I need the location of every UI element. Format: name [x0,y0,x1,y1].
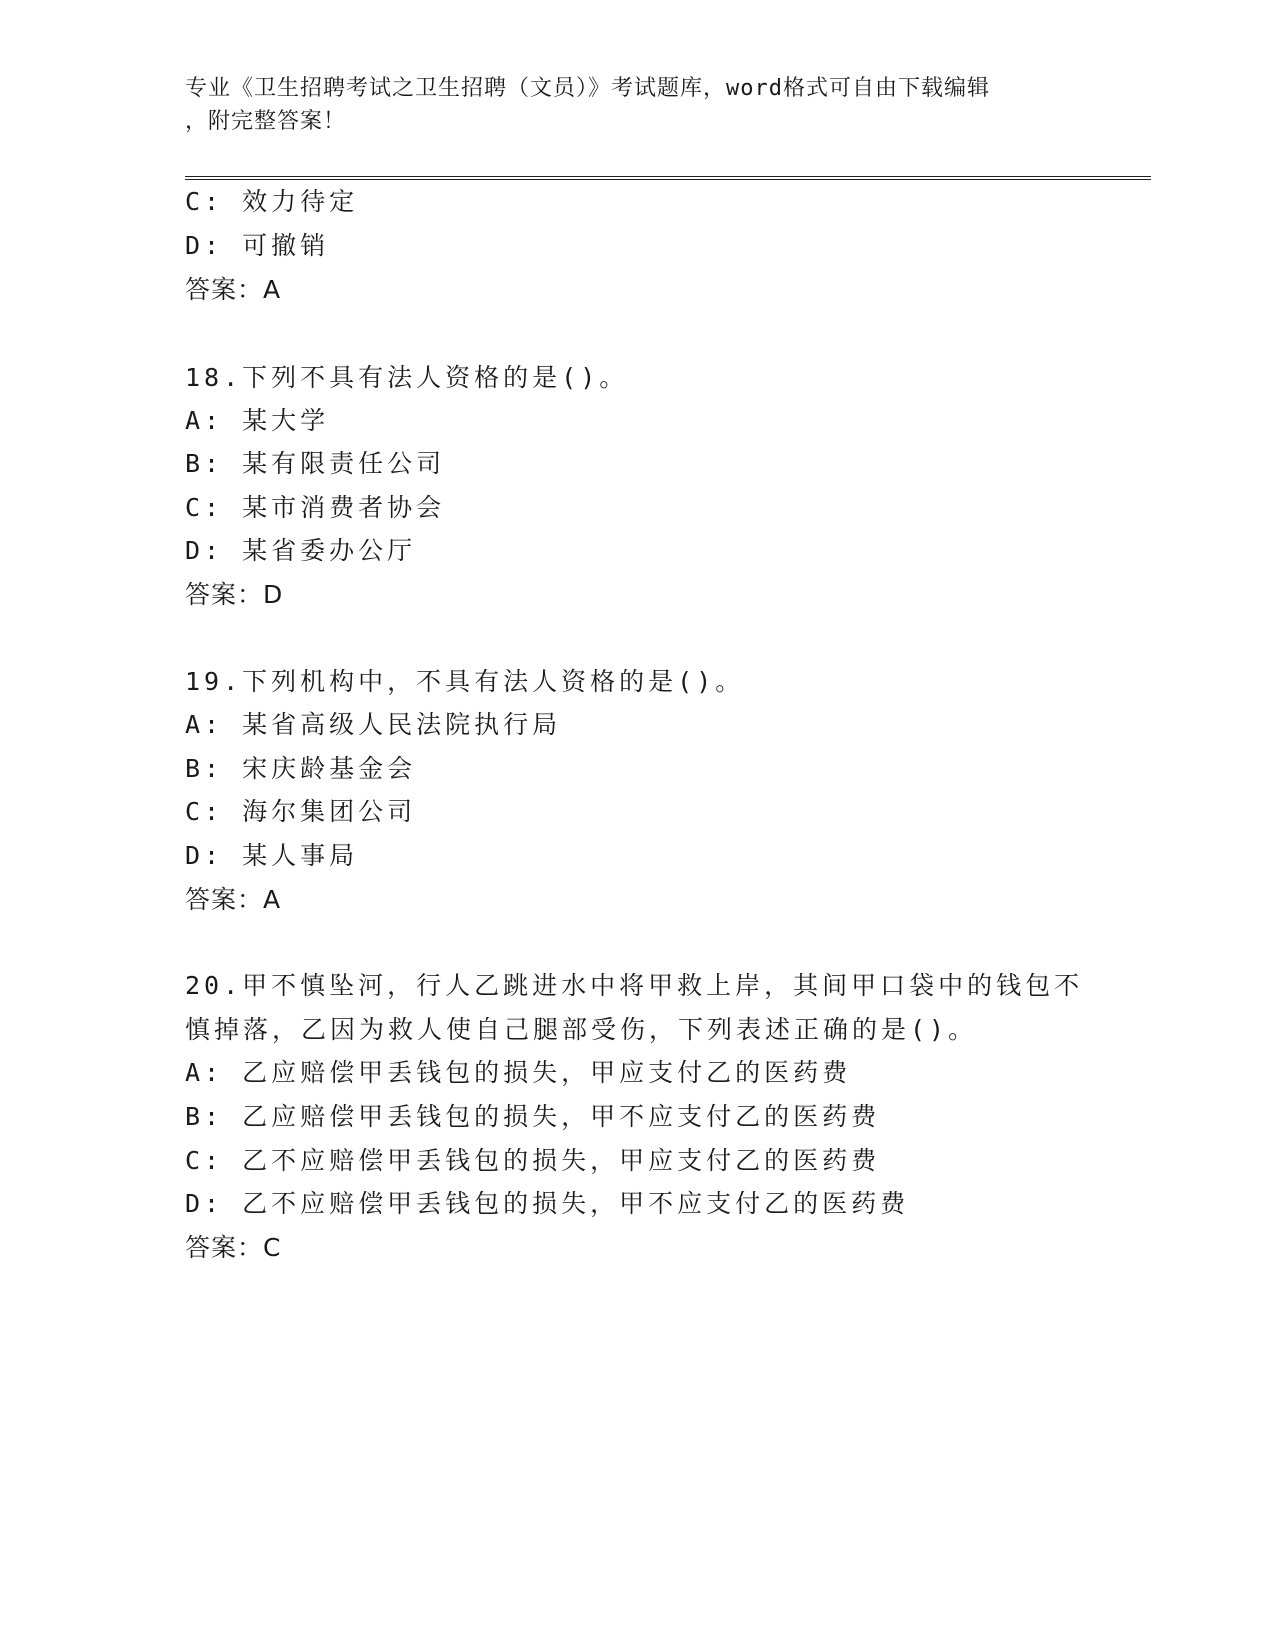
q19-option-d: D: 某人事局 [185,841,359,870]
header-divider [185,176,1151,180]
q19-answer: 答案：A [185,885,282,914]
document-header [185,72,1085,138]
q19-option-c: C: 海尔集团公司 [185,797,417,826]
q17-option-d: D: 可撤销 [185,231,330,260]
q20-answer: 答案：C [185,1233,282,1262]
q18-option-c: C: 某市消费者协会 [185,493,446,522]
q18-stem: 18.下列不具有法人资格的是()。 [185,363,629,392]
q18-answer: 答案：D [185,580,284,609]
q18-option-d: D: 某省委办公厅 [185,536,417,565]
q20-stem-line-2: 慎掉落，乙因为救人使自己腿部受伤，下列表述正确的是()。 [185,1015,978,1044]
q18-option-b: B: 某有限责任公司 [185,449,446,478]
q17-answer: 答案：A [185,275,282,304]
header-line-2: ，附完整答案！ [185,109,347,134]
q18-option-a: A: 某大学 [185,406,330,435]
q19-option-b: B: 宋庆龄基金会 [185,754,417,783]
header-line-1: 专业《卫生招聘考试之卫生招聘（文员）》考试题库，word格式可自由下载编辑 [185,76,990,101]
q20-option-d: D: 乙不应赔偿甲丢钱包的损失，甲不应支付乙的医药费 [185,1189,910,1218]
q20-option-a: A: 乙应赔偿甲丢钱包的损失，甲应支付乙的医药费 [185,1058,852,1087]
q17-option-c: C: 效力待定 [185,187,359,216]
q20-stem-line-1: 20.甲不慎坠河，行人乙跳进水中将甲救上岸，其间甲口袋中的钱包不 [185,971,1084,1000]
q20-option-b: B: 乙应赔偿甲丢钱包的损失，甲不应支付乙的医药费 [185,1102,881,1131]
q19-stem: 19.下列机构中，不具有法人资格的是()。 [185,667,745,696]
q19-option-a: A: 某省高级人民法院执行局 [185,710,562,739]
q20-option-c: C: 乙不应赔偿甲丢钱包的损失，甲应支付乙的医药费 [185,1146,881,1175]
